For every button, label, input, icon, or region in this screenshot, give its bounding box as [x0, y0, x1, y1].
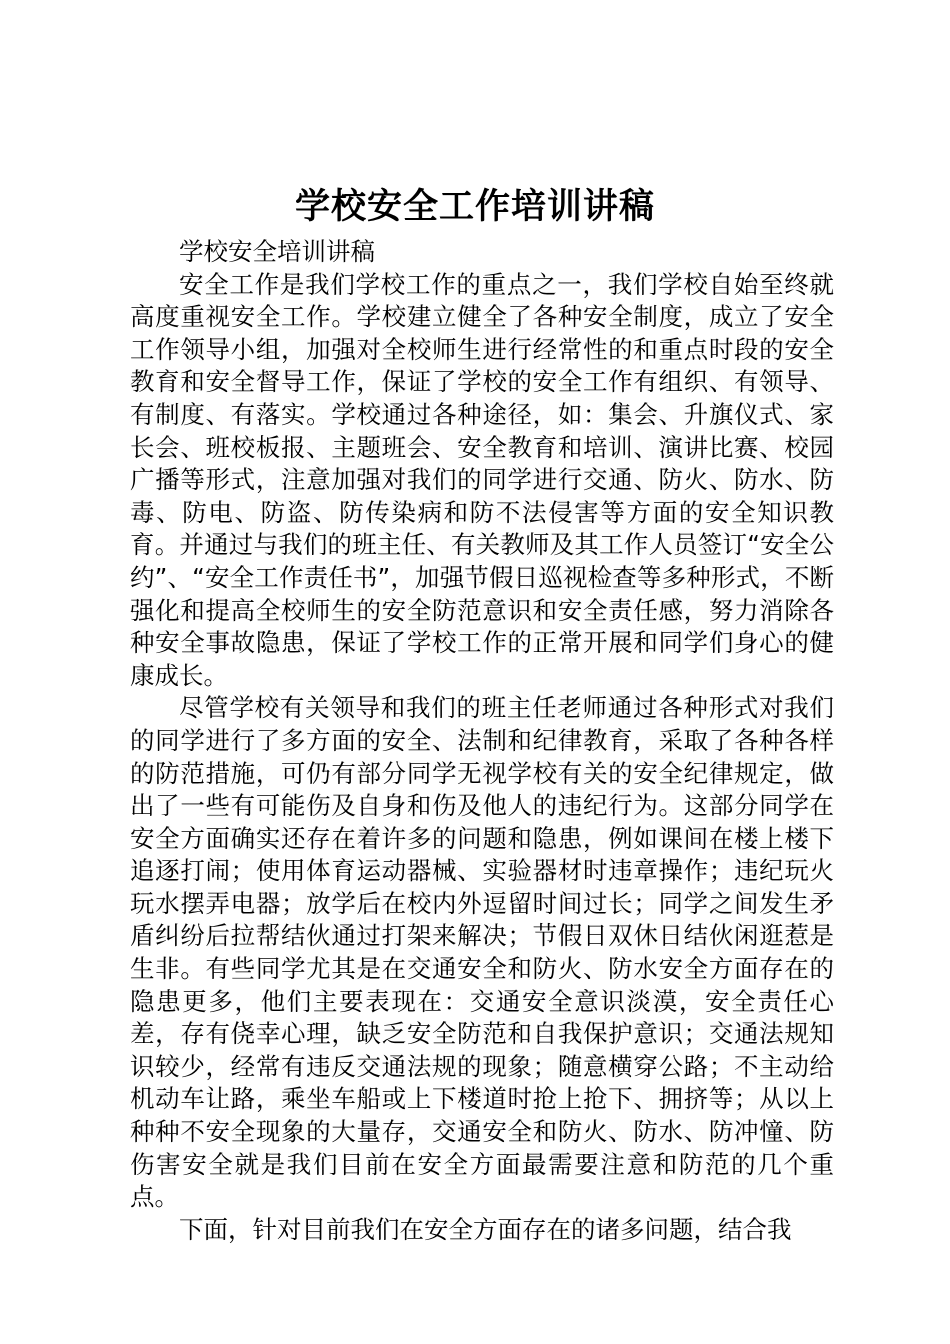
paragraph-subtitle: 学校安全培训讲稿	[179, 237, 375, 266]
paragraph-2: 尽管学校有关领导和我们的班主任老师通过各种形式对我们的同学进行了多方面的安全、法制和纪律教育，采取了各种各样的防范措施，可仍有部分同学无视学校有关的安全纪律规定，做出了一些有可能伤及自身和伤及他人的违纪行为。这部分同学在安全方面确实还存在着许多的问题和隐患，例如课间在楼上楼下追逐打闹；使用体育运动器械、实验器材时违章操作；违纪玩火玩水摆弄电器；放学后在校内外逗留时间过长；同学之间发生矛盾纠纷后拉帮结伙通过打架来解决；节假日双休日结伙闲逛惹是生非。有些同学尤其是在交通安全和防火、防水安全方面存在的隐患更多，他们主要表现在：交通安全意识淡漠，安全责任心差，存有侥幸心理，缺乏安全防范和自我保护意识；交通法规知识较少，经常有违反交通法规的现象；随意横穿公路；不主动给机动车让路，乘坐车船或上下楼道时抢上抢下、拥挤等；从以上种种不安全现象的大量存，交通安全和防火、防水、防冲憧、防伤害安全就是我们目前在安全方面最需要注意和防范的几个重点。	[130, 693, 834, 1212]
document-body	[130, 236, 834, 1246]
paragraph-3: 下面，针对目前我们在安全方面存在的诸多问题，结合我	[179, 1214, 792, 1244]
paragraph-1: 安全工作是我们学校工作的重点之一，我们学校自始至终就高度重视安全工作。学校建立健全了各种安全制度，成立了安全工作领导小组，加强对全校师生进行经常性的和重点时段的安全教育和安全督导工作，保证了学校的安全工作有组织、有领导、有制度、有落实。学校通过各种途径，如：集会、升旗仪式、家长会、班校板报、主题班会、安全教育和培训、演讲比赛、校园广播等形式，注意加强对我们的同学进行交通、防火、防水、防毒、防电、防盗、防传染病和防不法侵害等方面的安全知识教育。并通过与我们的班主任、有关教师及其工作人员签订“安全公约”、“安全工作责任书”，加强节假日巡视检查等多种形式，不断强化和提高全校师生的安全防范意识和安全责任感，努力消除各种安全事故隐患，保证了学校工作的正常开展和同学们身心的健康成长。	[130, 269, 834, 690]
document-title: 学校安全工作培训讲稿	[294, 186, 655, 227]
